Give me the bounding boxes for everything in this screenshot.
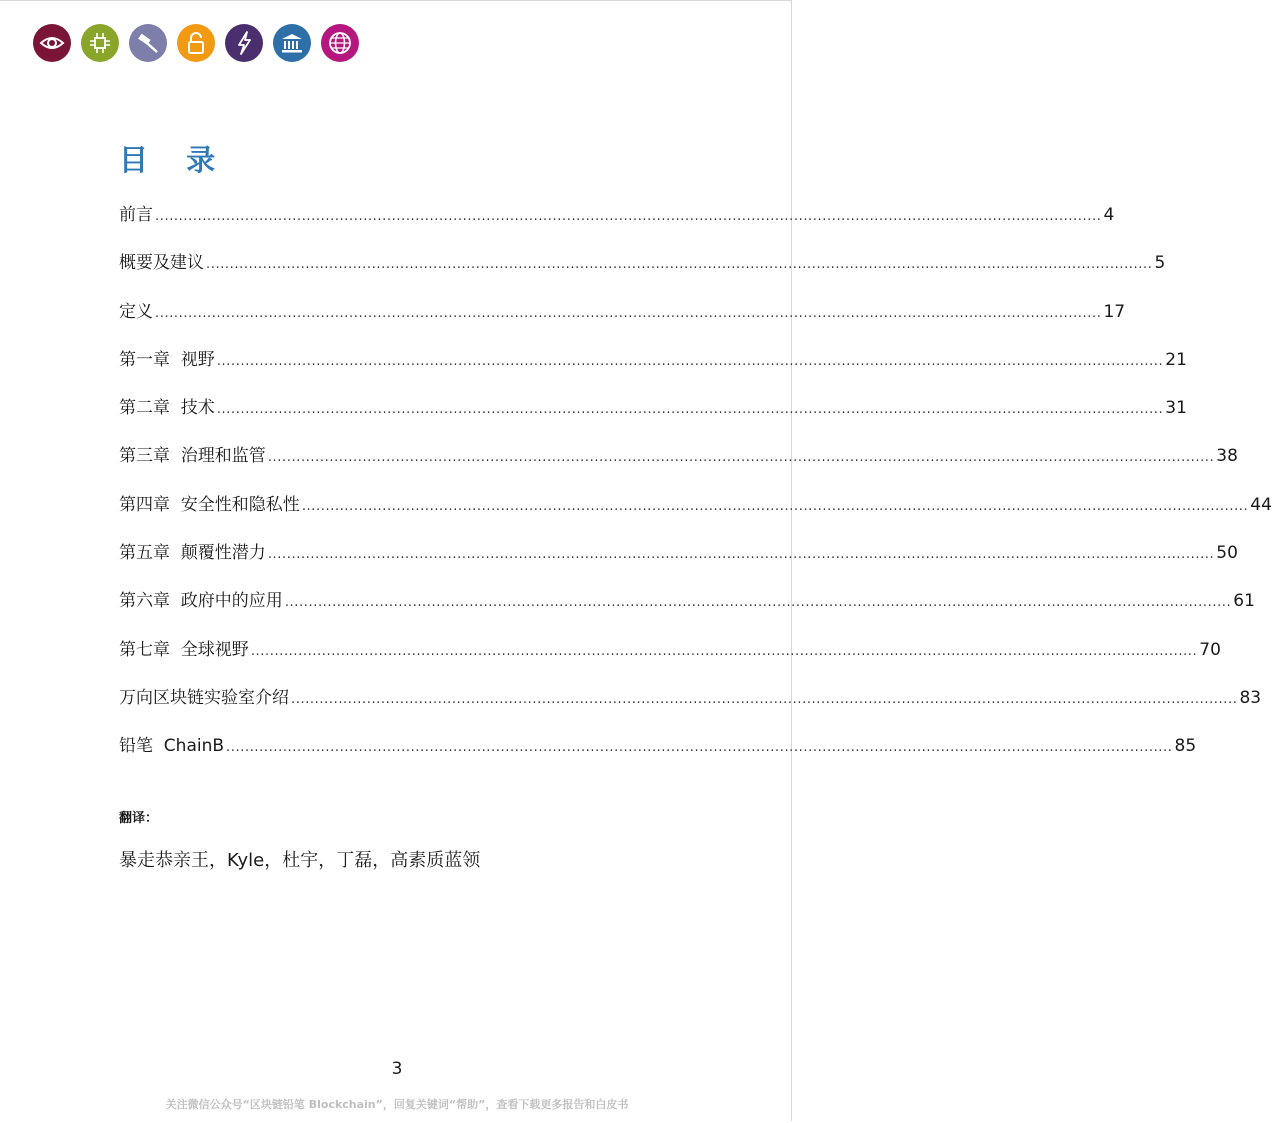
footer-note: 关注微信公众号“区块链铅笔 Blockchain”，回复关键词“帮助”，查看下载更多报告和白皮书 bbox=[165, 1098, 629, 1111]
toc-entry-label: 第七章 全球视野 bbox=[119, 639, 249, 660]
toc-entry-page: 70 bbox=[1199, 639, 1221, 660]
toc-entry-page: 21 bbox=[1165, 349, 1187, 370]
toc-entry-label: 铅笔 ChainB bbox=[119, 736, 225, 757]
translators-names: 暴走恭亲王，Kyle，杜宇，丁磊，高素质蓝领 bbox=[119, 850, 481, 871]
globe-icon bbox=[321, 24, 359, 62]
toc-entry-label: 第二章 技术 bbox=[119, 398, 215, 419]
toc-entry-label: 第六章 政府中的应用 bbox=[119, 591, 283, 612]
circuit-icon bbox=[81, 24, 119, 62]
toc-entry-label: 第四章 安全性和隐私性 bbox=[119, 494, 300, 515]
toc-entry[interactable] bbox=[119, 345, 1187, 393]
toc-entry-page: 85 bbox=[1174, 736, 1197, 757]
toc-entry-label: 第三章 治理和监管 bbox=[119, 446, 266, 467]
toc-entry-page: 38 bbox=[1216, 446, 1238, 467]
toc-entry-page: 17 bbox=[1103, 301, 1126, 322]
toc-entry-page: 61 bbox=[1233, 591, 1255, 612]
toc-entry[interactable] bbox=[119, 297, 1126, 345]
toc-entry[interactable] bbox=[119, 248, 1166, 296]
toc-entry-page: 4 bbox=[1103, 205, 1115, 225]
translators-heading: 翻译： bbox=[119, 811, 159, 826]
toc-entry[interactable] bbox=[119, 441, 1238, 489]
toc-leader-dots: ........................................................................................................................................................................................................ bbox=[284, 595, 1232, 611]
toc-entry[interactable] bbox=[119, 490, 1272, 538]
toc-leader-dots: ........................................................................................................................................................................................................ bbox=[155, 305, 1102, 321]
toc-entry[interactable] bbox=[119, 731, 1197, 779]
toc-entry-page: 5 bbox=[1154, 253, 1166, 274]
toc-leader-dots: ........................................................................................................................................................................................................ bbox=[206, 257, 1153, 273]
toc-entry[interactable] bbox=[119, 393, 1187, 441]
toc-leader-dots: ........................................................................................................................................................................................................ bbox=[216, 402, 1164, 418]
toc-leader-dots: ........................................................................................................................................................................................................ bbox=[267, 547, 1215, 563]
toc-entry-page: 44 bbox=[1250, 494, 1272, 515]
toc-entry-page: 50 bbox=[1216, 543, 1238, 564]
toc-entry[interactable] bbox=[119, 538, 1238, 586]
toc-entry-page: 31 bbox=[1165, 398, 1187, 419]
eye-icon bbox=[33, 24, 71, 62]
toc-entry[interactable] bbox=[119, 200, 1115, 248]
lightning-icon bbox=[225, 24, 263, 62]
toc-entry[interactable] bbox=[119, 586, 1255, 634]
toc-entry-label: 前言 bbox=[119, 205, 153, 225]
toc-leader-dots: ........................................................................................................................................................................................................ bbox=[291, 691, 1238, 707]
government-building-icon bbox=[273, 24, 311, 62]
toc-entry-label: 定义 bbox=[119, 301, 153, 322]
toc-title: 目 录 bbox=[119, 143, 230, 177]
toc-leader-dots: ........................................................................................................................................................................................................ bbox=[216, 353, 1164, 369]
toc-entry-label: 概要及建议 bbox=[119, 253, 204, 274]
table-of-contents bbox=[119, 200, 1272, 780]
toc-entry-page: 83 bbox=[1239, 687, 1262, 708]
toc-entry-label: 万向区块链实验室介绍 bbox=[119, 687, 289, 708]
toc-leader-dots: ........................................................................................................................................................................................................ bbox=[155, 209, 1102, 224]
gavel-icon bbox=[129, 24, 167, 62]
header-icon-row bbox=[33, 24, 369, 62]
toc-entry-label: 第五章 颠覆性潜力 bbox=[119, 543, 266, 564]
toc-leader-dots: ........................................................................................................................................................................................................ bbox=[226, 740, 1173, 756]
padlock-icon bbox=[177, 24, 215, 62]
toc-leader-dots: ........................................................................................................................................................................................................ bbox=[301, 498, 1249, 514]
toc-entry[interactable] bbox=[119, 683, 1262, 731]
toc-leader-dots: ........................................................................................................................................................................................................ bbox=[250, 643, 1198, 659]
page-number: 3 bbox=[391, 1059, 403, 1079]
toc-leader-dots: ........................................................................................................................................................................................................ bbox=[267, 450, 1215, 466]
toc-entry[interactable] bbox=[119, 635, 1221, 683]
toc-entry-label: 第一章 视野 bbox=[119, 349, 215, 370]
